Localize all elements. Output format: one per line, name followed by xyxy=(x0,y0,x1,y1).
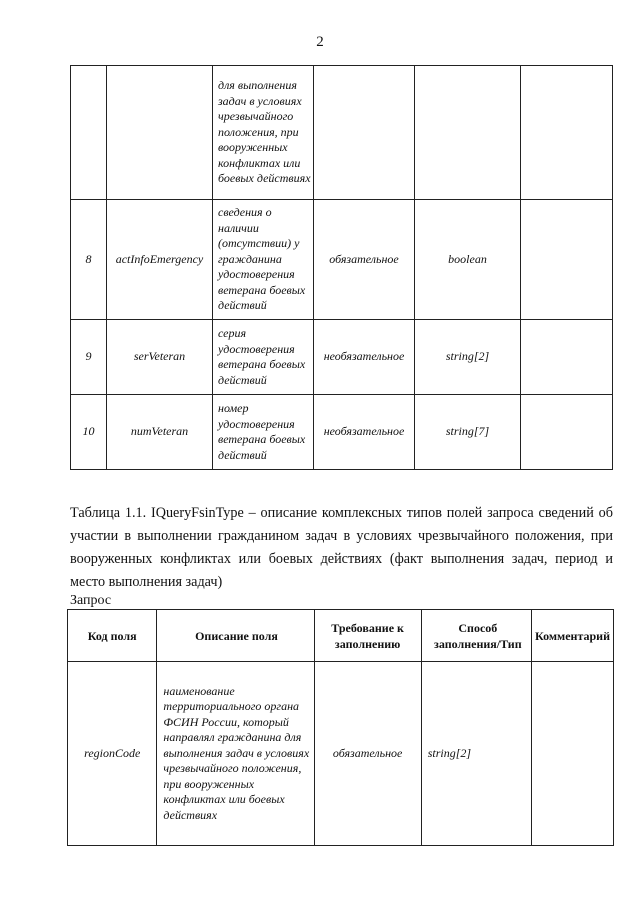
cell-requirement: обязательное xyxy=(314,662,421,846)
cell-requirement xyxy=(314,66,415,200)
table-row xyxy=(71,66,613,200)
table-row xyxy=(68,662,614,846)
table-row xyxy=(71,395,613,470)
request-label: Запрос xyxy=(70,593,112,608)
cell-description: сведения о наличии (отсутствии) у гражданина удостоверения ветерана боевых действий xyxy=(213,200,314,320)
cell-description: серия удостоверения ветерана боевых действий xyxy=(213,320,314,395)
cell-comment xyxy=(521,395,613,470)
table-header-row xyxy=(68,610,614,662)
cell-type: string[2] xyxy=(415,320,521,395)
cell-comment xyxy=(521,66,613,200)
table-row xyxy=(71,200,613,320)
table-row xyxy=(71,320,613,395)
cell-num: 10 xyxy=(71,395,107,470)
cell-type: string[2] xyxy=(421,662,531,846)
cell-num xyxy=(71,66,107,200)
header-code: Код поля xyxy=(68,610,157,662)
request-fields-table xyxy=(67,609,614,846)
cell-type: string[7] xyxy=(415,395,521,470)
cell-code: serVeteran xyxy=(107,320,213,395)
header-type: Способ заполнения/Тип xyxy=(421,610,531,662)
header-description: Описание поля xyxy=(157,610,314,662)
table-caption: Таблица 1.1. IQueryFsinType – описание комплексных типов полей запроса сведений об участии в выполнении гражданином задач в условиях чрезвычайного положения, при вооруженных конфликтах или боевых действиях (факт выполнения задач, период и место выполнения задач) xyxy=(70,505,613,590)
cell-comment xyxy=(521,200,613,320)
cell-code xyxy=(107,66,213,200)
cell-num: 9 xyxy=(71,320,107,395)
header-requirement: Требование к заполнению xyxy=(314,610,421,662)
cell-requirement: необязательное xyxy=(314,395,415,470)
cell-code: regionCode xyxy=(68,662,157,846)
cell-description: наименование территориального органа ФСИН России, который направлял гражданина для выполнения задач в условиях чрезвычайного положения, при вооруженных конфликтах или боевых действиях xyxy=(157,662,314,846)
cell-comment xyxy=(521,320,613,395)
cell-type xyxy=(415,66,521,200)
fields-table-continued xyxy=(70,65,613,470)
cell-comment xyxy=(531,662,613,846)
cell-num: 8 xyxy=(71,200,107,320)
cell-requirement: обязательное xyxy=(314,200,415,320)
cell-description: для выполнения задач в условиях чрезвычайного положения, при вооруженных конфликтах или боевых действиях xyxy=(213,66,314,200)
cell-code: numVeteran xyxy=(107,395,213,470)
cell-requirement: необязательное xyxy=(314,320,415,395)
cell-description: номер удостоверения ветерана боевых действий xyxy=(213,395,314,470)
page-number: 2 xyxy=(316,34,324,50)
header-comment: Комментарий xyxy=(531,610,613,662)
cell-code: actInfoEmergency xyxy=(107,200,213,320)
cell-type: boolean xyxy=(415,200,521,320)
